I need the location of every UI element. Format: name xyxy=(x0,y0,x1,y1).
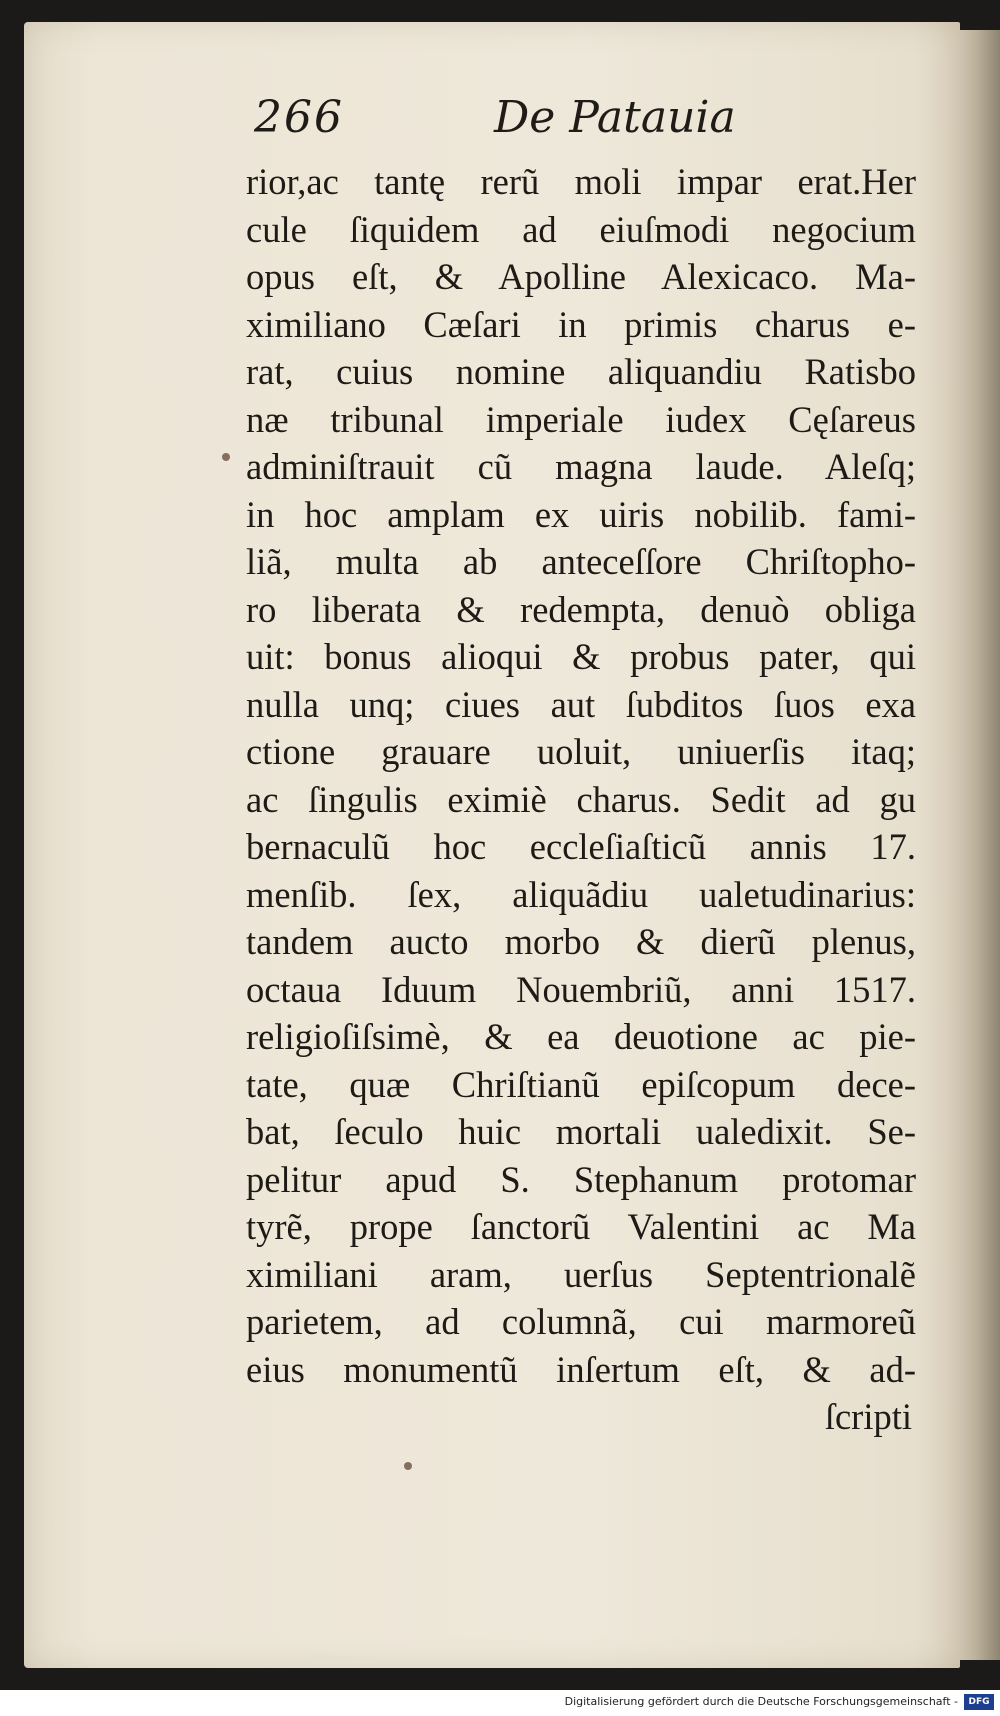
page-number: 266 xyxy=(254,92,344,143)
ink-spot xyxy=(222,453,230,461)
text-line: cule ſiquidem ad eiuſmodi negocium xyxy=(246,208,916,250)
ink-spot xyxy=(404,1462,412,1470)
page-edge xyxy=(958,30,1000,1660)
text-line: adminiſtrauit cũ magna laude. Aleſq; xyxy=(246,446,916,487)
text-line: rat, cuius nomine aliquandiu Ratisbo xyxy=(246,351,916,392)
text-line: menſib. ſex, aliquãdiu ualetudinarius: xyxy=(246,873,916,915)
text-line: tandem aucto morbo & dierũ plenus, xyxy=(246,921,916,962)
text-line: liã, multa ab anteceſſore Chriſtopho- xyxy=(246,541,916,582)
text-line: tate, quæ Chriſtianũ epiſcopum dece- xyxy=(246,1063,916,1105)
text-line: tyrẽ, prope ſanctorũ Valentini ac Ma xyxy=(246,1206,916,1247)
text-line: ac ſingulis eximiè charus. Sedit ad gu xyxy=(246,778,916,820)
text-line: ximiliani aram, uerſus Septentrionalẽ xyxy=(246,1253,916,1295)
text-line: parietem, ad columnã, cui marmoreũ xyxy=(246,1301,916,1342)
text-line: bat, ſeculo huic mortali ualedixit. Se- xyxy=(246,1111,916,1152)
text-line: ro liberata & redempta, denuò obliga xyxy=(246,588,916,630)
text-line: opus eſt, & Apolline Alexicaco. Ma- xyxy=(246,256,916,297)
text-line: nulla unq; ciues aut ſubditos ſuos exa xyxy=(246,683,916,725)
text-line: ctione grauare uoluit, uniuerſis itaq; xyxy=(246,731,916,772)
text-line: religioſiſsimè, & ea deuotione ac pie- xyxy=(246,1016,916,1057)
dfg-logo-icon: DFG xyxy=(964,1694,994,1710)
footer-bar xyxy=(0,1690,1000,1716)
funding-credit: Digitalisierung gefördert durch die Deutsche Forschungsgemeinschaft - xyxy=(564,1695,958,1708)
text-line: in hoc amplam ex uiris nobilib. fami- xyxy=(246,493,916,535)
text-line: bernaculũ hoc eccleſiaſticũ annis 17. xyxy=(246,826,916,867)
text-line: uit: bonus alioqui & probus pater, qui xyxy=(246,636,916,677)
text-line: pelitur apud S. Stephanum protomar xyxy=(246,1158,916,1200)
running-title: De Patauia xyxy=(494,92,736,143)
text-line: octaua Iduum Nouembriũ, anni 1517. xyxy=(246,968,916,1010)
text-line: rior,ac tantę rerũ moli impar erat.Her xyxy=(246,161,916,202)
running-head xyxy=(254,92,736,154)
text-line: ximiliano Cæſari in primis charus e- xyxy=(246,303,916,345)
text-line: eius monumentũ inſertum eſt, & ad- xyxy=(246,1348,916,1390)
text-block xyxy=(246,158,916,1441)
catchword: ſcripti xyxy=(824,1396,912,1437)
text-line: næ tribunal imperiale iudex Cęſareus xyxy=(246,398,916,440)
